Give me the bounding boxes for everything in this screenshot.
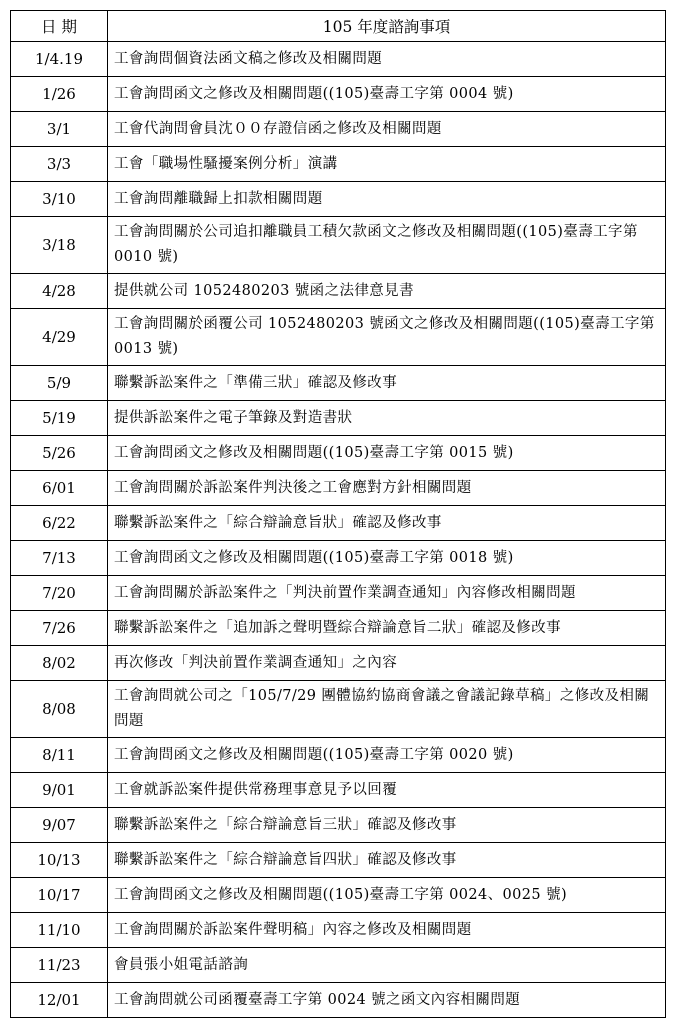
row-item: 聯繫訴訟案件之「綜合辯論意旨四狀」確認及修改事 xyxy=(108,843,666,878)
table-header-row xyxy=(11,11,666,42)
row-date: 8/08 xyxy=(11,681,108,738)
row-date: 1/26 xyxy=(11,77,108,112)
row-date: 6/22 xyxy=(11,506,108,541)
row-date: 9/07 xyxy=(11,808,108,843)
table-row xyxy=(11,274,666,309)
row-item: 工會詢問關於公司追扣離職員工積欠款函文之修改及相關問題((105)臺壽工字第 0010 號) xyxy=(108,217,666,274)
row-date: 1/4.19 xyxy=(11,42,108,77)
row-date: 10/13 xyxy=(11,843,108,878)
table-row xyxy=(11,646,666,681)
row-date: 10/17 xyxy=(11,878,108,913)
row-item: 再次修改「判決前置作業調查通知」之內容 xyxy=(108,646,666,681)
row-item: 工會代詢問會員沈００存證信函之修改及相關問題 xyxy=(108,112,666,147)
table-row xyxy=(11,77,666,112)
row-item: 工會詢問函文之修改及相關問題((105)臺壽工字第 0024、0025 號) xyxy=(108,878,666,913)
row-date: 3/10 xyxy=(11,182,108,217)
table-row xyxy=(11,147,666,182)
row-date: 11/10 xyxy=(11,913,108,948)
table-row xyxy=(11,611,666,646)
row-date: 5/19 xyxy=(11,401,108,436)
table-row xyxy=(11,773,666,808)
row-item: 聯繫訴訟案件之「綜合辯論意旨狀」確認及修改事 xyxy=(108,506,666,541)
row-date: 3/18 xyxy=(11,217,108,274)
document-page xyxy=(10,10,666,1018)
row-date: 5/9 xyxy=(11,366,108,401)
table-row xyxy=(11,309,666,366)
row-item: 工會詢問關於函覆公司 1052480203 號函文之修改及相關問題((105)臺壽工字第 0013 號) xyxy=(108,309,666,366)
row-item: 工會詢問就公司函覆臺壽工字第 0024 號之函文內容相關問題 xyxy=(108,983,666,1018)
table-row xyxy=(11,112,666,147)
row-date: 7/20 xyxy=(11,576,108,611)
row-item: 提供訴訟案件之電子筆錄及對造書狀 xyxy=(108,401,666,436)
row-item: 工會就訴訟案件提供常務理事意見予以回覆 xyxy=(108,773,666,808)
row-date: 6/01 xyxy=(11,471,108,506)
row-date: 7/13 xyxy=(11,541,108,576)
table-body xyxy=(11,42,666,1018)
row-item: 工會詢問就公司之「105/7/29 團體協約協商會議之會議記錄草稿」之修改及相關問題 xyxy=(108,681,666,738)
row-item: 工會詢問離職歸上扣款相關問題 xyxy=(108,182,666,217)
row-item: 工會詢問關於訴訟案件之「判決前置作業調查通知」內容修改相關問題 xyxy=(108,576,666,611)
row-item: 會員張小姐電話諮詢 xyxy=(108,948,666,983)
row-date: 9/01 xyxy=(11,773,108,808)
table-row xyxy=(11,808,666,843)
row-item: 工會詢問函文之修改及相關問題((105)臺壽工字第 0004 號) xyxy=(108,77,666,112)
table-row xyxy=(11,576,666,611)
row-date: 3/3 xyxy=(11,147,108,182)
table-row xyxy=(11,843,666,878)
row-date: 12/01 xyxy=(11,983,108,1018)
row-item: 工會詢問函文之修改及相關問題((105)臺壽工字第 0018 號) xyxy=(108,541,666,576)
row-item: 工會詢問關於訴訟案件聲明稿」內容之修改及相關問題 xyxy=(108,913,666,948)
row-item: 工會詢問函文之修改及相關問題((105)臺壽工字第 0020 號) xyxy=(108,738,666,773)
row-date: 4/28 xyxy=(11,274,108,309)
table-row xyxy=(11,182,666,217)
consultation-table xyxy=(10,10,666,1018)
row-item: 工會「職場性騷擾案例分析」演講 xyxy=(108,147,666,182)
row-item: 工會詢問個資法函文稿之修改及相關問題 xyxy=(108,42,666,77)
table-row xyxy=(11,738,666,773)
table-row xyxy=(11,506,666,541)
table-row xyxy=(11,42,666,77)
row-date: 5/26 xyxy=(11,436,108,471)
table-row xyxy=(11,401,666,436)
table-row xyxy=(11,217,666,274)
row-item: 聯繫訴訟案件之「準備三狀」確認及修改事 xyxy=(108,366,666,401)
table-row xyxy=(11,681,666,738)
row-date: 11/23 xyxy=(11,948,108,983)
table-row xyxy=(11,436,666,471)
table-row xyxy=(11,913,666,948)
row-item: 工會詢問關於訴訟案件判決後之工會應對方針相關問題 xyxy=(108,471,666,506)
row-item: 聯繫訴訟案件之「追加訴之聲明暨綜合辯論意旨二狀」確認及修改事 xyxy=(108,611,666,646)
row-date: 3/1 xyxy=(11,112,108,147)
table-row xyxy=(11,983,666,1018)
table-row xyxy=(11,471,666,506)
row-item: 工會詢問函文之修改及相關問題((105)臺壽工字第 0015 號) xyxy=(108,436,666,471)
header-date: 日 期 xyxy=(11,11,108,42)
header-item: 105 年度諮詢事項 xyxy=(108,11,666,42)
row-item: 提供就公司 1052480203 號函之法律意見書 xyxy=(108,274,666,309)
table-row xyxy=(11,948,666,983)
row-date: 4/29 xyxy=(11,309,108,366)
row-item: 聯繫訴訟案件之「綜合辯論意旨三狀」確認及修改事 xyxy=(108,808,666,843)
table-row xyxy=(11,366,666,401)
row-date: 7/26 xyxy=(11,611,108,646)
table-row xyxy=(11,878,666,913)
row-date: 8/11 xyxy=(11,738,108,773)
row-date: 8/02 xyxy=(11,646,108,681)
table-row xyxy=(11,541,666,576)
